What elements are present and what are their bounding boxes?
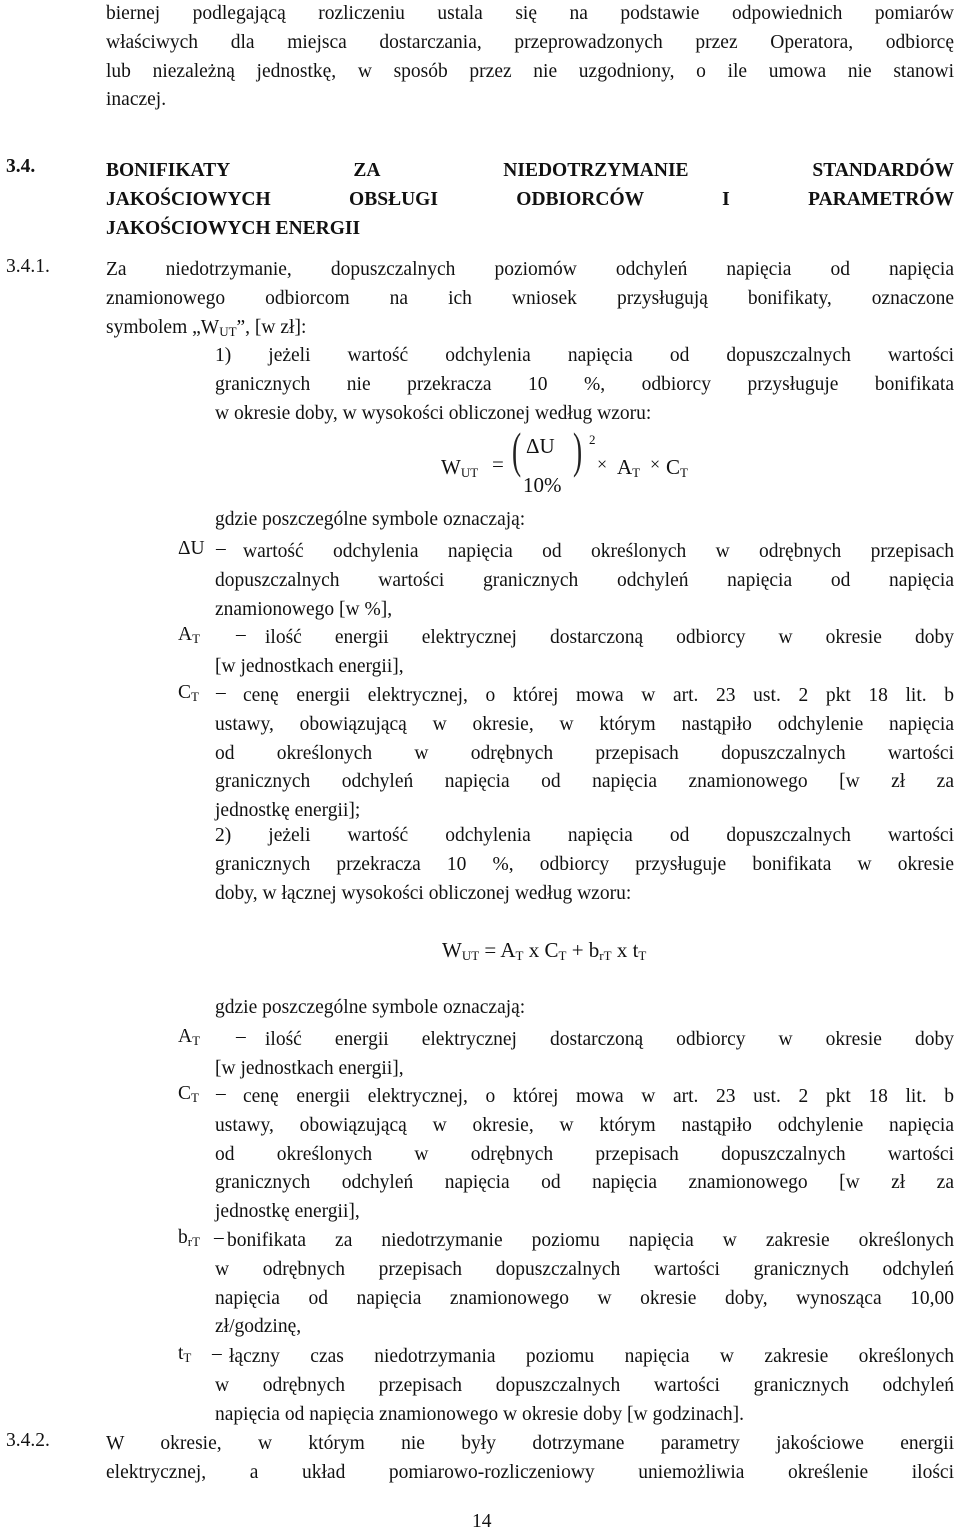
def-line: w odrębnych przepisach dopuszczalnych wartości granicznych odchyleń <box>215 1258 954 1280</box>
def-line: [w jednostkach energii], <box>215 1057 404 1079</box>
section-number: 3.4. <box>6 156 36 177</box>
section-title-line: BONIFIKATY ZA NIEDOTRZYMANIE STANDARDÓW <box>106 160 954 181</box>
dash: – <box>214 1227 224 1248</box>
item-line: 1) jeżeli wartość odchylenia napięcia od dopuszczalnych wartości <box>215 345 954 366</box>
def-line: granicznych odchyleń napięcia od napięcia znamionowego [w zł za <box>215 1172 954 1194</box>
section-title <box>106 156 954 243</box>
para-line: W okresie, w którym nie były dotrzymane parametry jakościowe energii <box>106 1433 954 1454</box>
item-line: 2) jeżeli wartość odchylenia napięcia od dopuszczalnych wartości <box>215 825 954 846</box>
formula-power: 2 <box>589 432 596 447</box>
dash: – <box>216 682 226 703</box>
symbol-brt: $b_{rT}$ <box>178 1227 201 1249</box>
dash: – <box>236 624 246 645</box>
def-line: ilość energii elektrycznej dostarczoną odbiorcy w okresie doby <box>265 627 954 648</box>
def-line: ilość energii elektrycznej dostarczoną odbiorcy w okresie doby <box>265 1029 954 1050</box>
symbol-tt: $t_T$ <box>178 1343 192 1365</box>
paragraph-341 <box>106 256 954 342</box>
def-line: [w jednostkach energii], <box>215 655 404 677</box>
dash: – <box>212 1343 222 1364</box>
para-line: znamionowego odbiorcom na ich wniosek przysługują bonifikaty, oznaczone <box>106 287 954 309</box>
definition-ct <box>215 682 954 826</box>
def-line: jednostkę energii]; <box>215 800 361 822</box>
section-title-line: JAKOŚCIOWYCH ENERGII <box>106 218 361 239</box>
dash: – <box>216 1083 226 1104</box>
def-line: napięcia od napięcia znamionowego w okresie doby, wynosząca 10,00 <box>215 1287 954 1309</box>
def-line: ustawy, obowiązującą w okresie, w którym nastąpiło odchylenie napięcia <box>215 1114 954 1136</box>
symbol-at: $A_T$ <box>178 1026 201 1048</box>
def-line: wartość odchylenia napięcia od określonych w odrębnych przepisach <box>243 541 954 562</box>
def-line: jednostkę energii], <box>215 1201 360 1223</box>
definition-ct-2 <box>215 1083 954 1227</box>
formula-c: $C_T$ <box>666 455 688 480</box>
definition-tt <box>215 1343 954 1429</box>
item-line: doby, w łącznej wysokości obliczonej według wzoru: <box>215 882 632 904</box>
definition-du <box>215 538 954 624</box>
intro-line: inaczej. <box>106 89 167 111</box>
right-paren: ) <box>573 422 583 478</box>
item-2 <box>215 822 954 908</box>
dash: – <box>216 538 226 559</box>
def-line: łączny czas niedotrzymania poziomu napięcia w zakresie określonych <box>229 1346 954 1367</box>
item-line: w okresie doby, w wysokości obliczonej według wzoru: <box>215 402 652 424</box>
paragraph-342 <box>106 1430 954 1488</box>
formula-a: $A_T$ <box>617 455 641 480</box>
intro-line: lub niezależną jednostkę, w sposób przez nie uzgodniony, o ile umowa nie stanowi <box>106 60 954 82</box>
legend-intro: gdzie poszczególne symbole oznaczają: <box>215 509 526 530</box>
def-line: znamionowego [w %], <box>215 598 393 620</box>
definition-at <box>215 624 954 682</box>
definition-brt <box>215 1227 954 1342</box>
definition-at-2 <box>215 1026 954 1084</box>
intro-paragraph <box>106 0 954 115</box>
paragraph-number: 3.4.1. <box>6 256 50 277</box>
paragraph-number: 3.4.2. <box>6 1430 50 1451</box>
formula-times: × <box>597 454 608 474</box>
def-line: od określonych w odrębnych przepisach dopuszczalnych wartości <box>215 1143 954 1165</box>
para-line: Za niedotrzymanie, dopuszczalnych poziomów odchyleń napięcia od napięcia <box>106 259 954 280</box>
para-line: symbolem $„W_{UT}$”, [w zł]: <box>106 316 307 339</box>
item-line: granicznych przekracza 10 %, odbiorcy przysługuje bonifikata w okresie <box>215 853 954 875</box>
section-title-line: JAKOŚCIOWYCH OBSŁUGI ODBIORCÓW I PARAMETRÓW <box>106 189 954 210</box>
symbol-at: $A_T$ <box>178 624 201 646</box>
formula-numerator: ΔU <box>526 434 555 458</box>
def-line: granicznych odchyleń napięcia od napięcia znamionowego [w zł za <box>215 771 954 793</box>
formula-w: $W_{UT}$ <box>441 455 479 480</box>
formula-equals: = <box>492 452 504 476</box>
item-1 <box>215 342 954 428</box>
def-line: napięcia od napięcia znamionowego w okresie doby [w godzinach]. <box>215 1403 745 1425</box>
def-line: zł/godzinę, <box>215 1316 302 1338</box>
intro-line: biernej podlegającą rozliczeniu ustala się na podstawie odpowiednich pomiarów <box>106 3 954 24</box>
dash: – <box>236 1026 246 1047</box>
formula-2: $W_{UT} = A_T$ x $C_T + b_{rT}$ x $t_T$ <box>442 938 647 963</box>
formula-times: × <box>650 454 661 474</box>
legend-intro: gdzie poszczególne symbole oznaczają: <box>215 997 526 1018</box>
para-line: elektrycznej, a układ pomiarowo-rozliczeniowy uniemożliwia określenie ilości <box>106 1461 954 1483</box>
page-number: 14 <box>472 1511 492 1532</box>
def-line: cenę energii elektrycznej, o której mowa w art. 23 ust. 2 pkt 18 lit. b <box>243 685 954 706</box>
item-line: granicznych nie przekracza 10 %, odbiorcy przysługuje bonifikata <box>215 373 954 395</box>
symbol-ct: $C_T$ <box>178 1083 199 1105</box>
formula-denominator: 10% <box>523 473 562 497</box>
symbol-ct: $C_T$ <box>178 682 199 704</box>
def-line: od określonych w odrębnych przepisach dopuszczalnych wartości <box>215 742 954 764</box>
left-paren: ( <box>512 422 522 478</box>
def-line: ustawy, obowiązującą w okresie, w którym nastąpiło odchylenie napięcia <box>215 713 954 735</box>
def-line: bonifikata za niedotrzymanie poziomu napięcia w zakresie określonych <box>227 1230 954 1251</box>
symbol-du: ΔU <box>178 538 205 559</box>
def-line: cenę energii elektrycznej, o której mowa w art. 23 ust. 2 pkt 18 lit. b <box>243 1086 954 1107</box>
def-line: w odrębnych przepisach dopuszczalnych wartości granicznych odchyleń <box>215 1374 954 1396</box>
intro-line: właściwych dla miejsca dostarczania, przeprowadzonych przez Operatora, odbiorcę <box>106 31 954 53</box>
def-line: dopuszczalnych wartości granicznych odchyleń napięcia od napięcia <box>215 569 954 591</box>
